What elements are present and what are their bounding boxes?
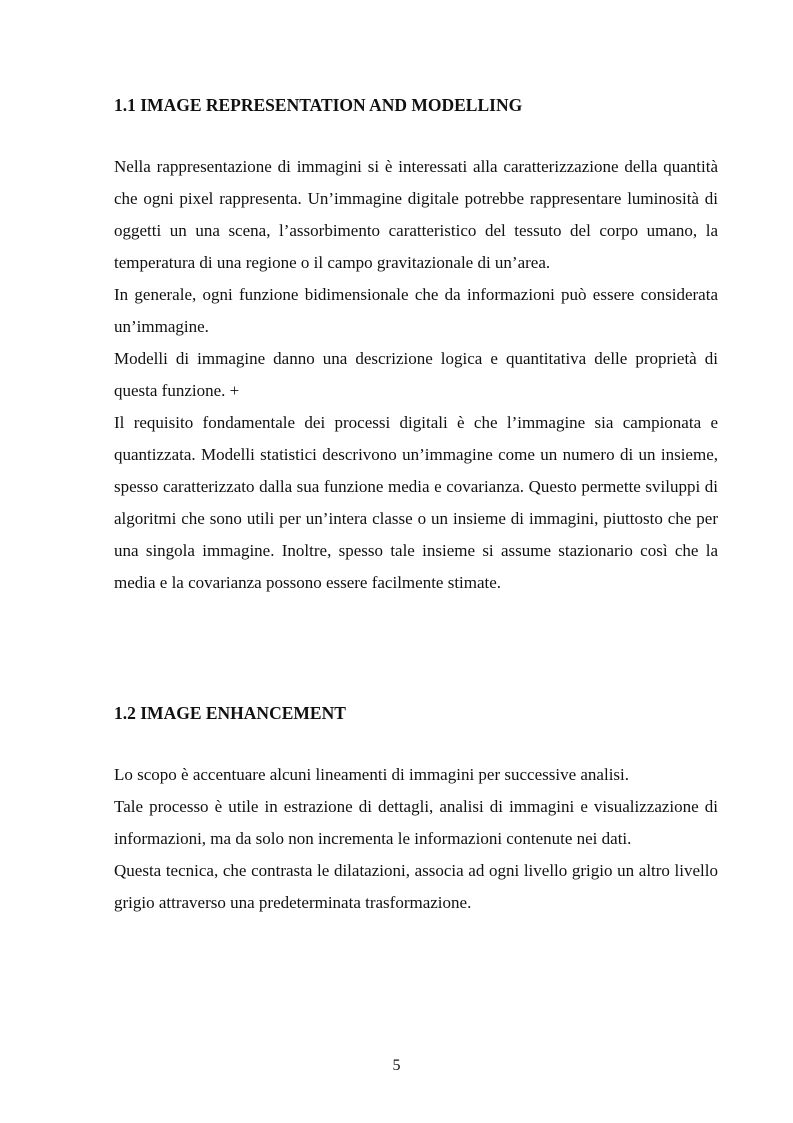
paragraph: Modelli di immagine danno una descrizione logica e quantitativa delle proprietà di questa funzione. + [114,349,718,400]
paragraph: Tale processo è utile in estrazione di dettagli, analisi di immagini e visualizzazione di informazioni, ma da solo non incrementa le informazioni contenute nei dati. [114,797,718,848]
paragraph: In generale, ogni funzione bidimensionale che da informazioni può essere considerata un’immagine. [114,285,718,336]
paragraph: Lo scopo è accentuare alcuni lineamenti di immagini per successive analisi. [114,765,630,784]
paragraph: Nella rappresentazione di immagini si è interessati alla caratterizzazione della quantità che ogni pixel rappresenta. Un’immagine digitale potrebbe rappresentare luminosità di oggetti un una scena, l’assorbimento caratteristico del tessuto del corpo umano, la temperatura di una regione o il campo gravitazionale di un’area. [114,157,718,272]
section-body-image-enhancement [114,759,718,919]
section-heading-image-enhancement: 1.2 IMAGE ENHANCEMENT [114,703,346,723]
section-heading-image-representation: 1.1 IMAGE REPRESENTATION AND MODELLING [114,95,523,115]
section-body-image-representation [114,151,718,599]
paragraph: Il requisito fondamentale dei processi digitali è che l’immagine sia campionata e quantizzata. Modelli statistici descrivono un’immagine come un numero di un insieme, spesso caratterizzato dalla sua funzione media e covarianza. Questo permette sviluppi di algoritmi che sono utili per un’intera classe o un insieme di immagini, piuttosto che per una singola immagine. Inoltre, spesso tale insieme si assume stazionario così che la media e la covarianza possono essere facilmente stimate. [114,413,718,592]
paragraph: Questa tecnica, che contrasta le dilatazioni, associa ad ogni livello grigio un altro livello grigio attraverso una predeterminata trasformazione. [114,861,718,912]
page-number: 5 [392,1057,401,1074]
